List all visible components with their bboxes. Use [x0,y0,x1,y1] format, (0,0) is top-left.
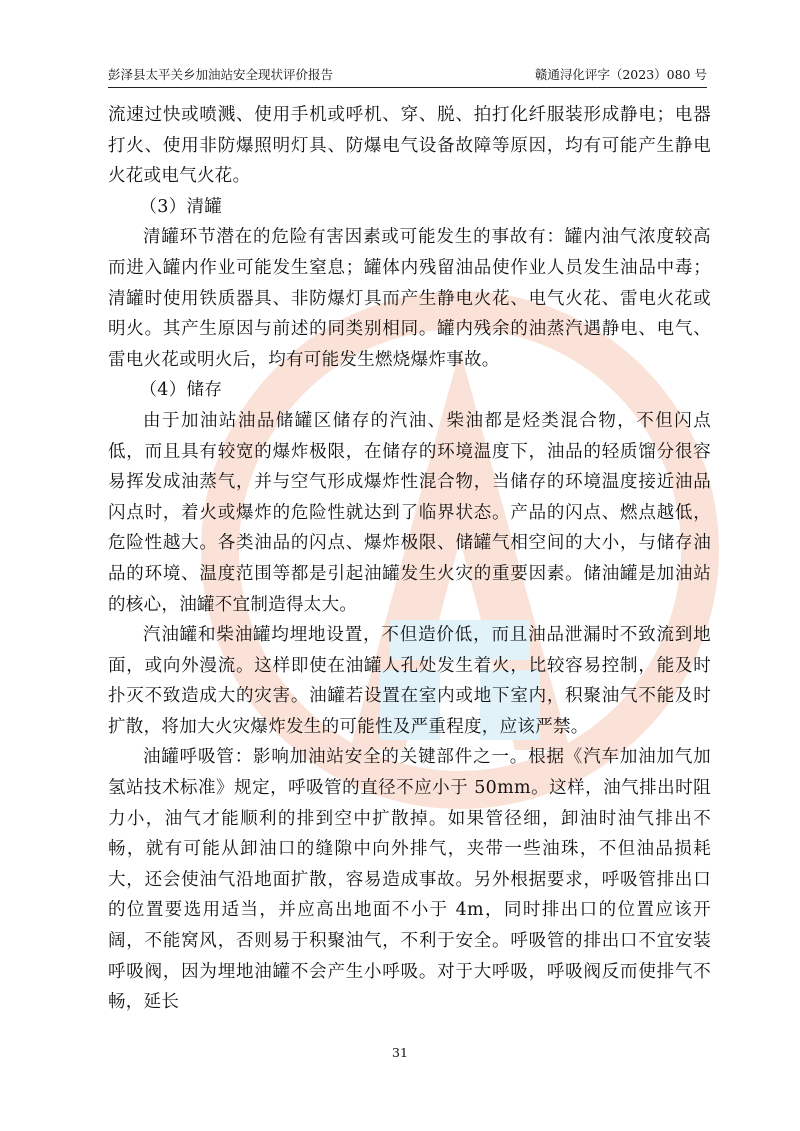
page-number: 31 [392,1045,408,1060]
paragraph-ignition-sources: 流速过快或喷溅、使用手机或呼机、穿、脱、拍打化纤服装形成静电；电器打火、使用非防爆照明灯具、防爆电气设备故障等原因，均有可能产生静电火花或电气火花。 [108,105,711,187]
header-document-number: 赣通浔化评字（2023）080 号 [534,67,707,82]
paragraph-storage-hazards: 由于加油站油品储罐区储存的汽油、柴油都是烃类混合物，不但闪点低，而且具有较宽的爆炸极限，在储存的环境温度下，油品的轻质馏分很容易挥发成油蒸气，并与空气形成爆炸性混合物，当储存的环境温度接近油品闪点时，着火或爆炸的危险性就达到了临界状态。产品的闪点、燃点越低，危险性越大。各类油品的闪点、爆炸极限、储罐气相空间的大小，与储存油品的环境、温度范围等都是引起油罐发生火灾的重要因素。储油罐是加油站的核心，油罐不宜制造得太大。 [108,410,711,615]
subheading-storage: （4）储存 [139,380,223,401]
page-header [108,66,707,84]
paragraph-tank-cleaning: 清罐环节潜在的危险有害因素或可能发生的事故有：罐内油气浓度较高而进入罐内作业可能发生窒息；罐体内残留油品使作业人员发生油品中毒；清罐时使用铁质器具、非防爆灯具而产生静电火花、电气火花、雷电火花或明火。其产生原因与前述的同类别相同。罐内残余的油蒸汽遇静电、电气、雷电火花或明火后，均有可能发生燃烧爆炸事故。 [108,227,711,370]
subheading-tank-cleaning: （3）清罐 [139,196,223,217]
paragraph-buried-tanks: 汽油罐和柴油罐均埋地设置，不但造价低，而且油品泄漏时不致流到地面，或向外漫流。这样即使在油罐人孔处发生着火，比较容易控制，能及时扑灭不致造成大的灾害。油罐若设置在室内或地下室内，积聚油气不能及时扩散，将加大火灾爆炸发生的可能性及严重程度，应该严禁。 [108,625,711,737]
header-report-title: 彭泽县太平关乡加油站安全现状评价报告 [108,67,334,82]
report-body [108,100,711,1018]
paragraph-breather-pipe: 油罐呼吸管：影响加油站安全的关键部件之一。根据《汽车加油加气加氢站技术标准》规定，呼吸管的直径不应小于 50mm。这样，油气排出时阻力小，油气才能顺利的排到空中扩散掉。如果管径细，卸油时油气排出不畅，就有可能从卸油口的缝隙中向外排气，夹带一些油珠，不但油品损耗大，还会使油气沿地面扩散，容易造成事故。另外根据要求，呼吸管排出口的位置要选用适当，并应高出地面不小于 4m，同时排出口的位置应该开阔，不能窝风，否则易于积聚油气，不利于安全。呼吸管的排出口不宜安装呼吸阀，因为埋地油罐不会产生小呼吸。对于大呼吸，呼吸阀反而使排气不畅，延长 [108,747,711,1013]
header-divider [108,87,707,88]
